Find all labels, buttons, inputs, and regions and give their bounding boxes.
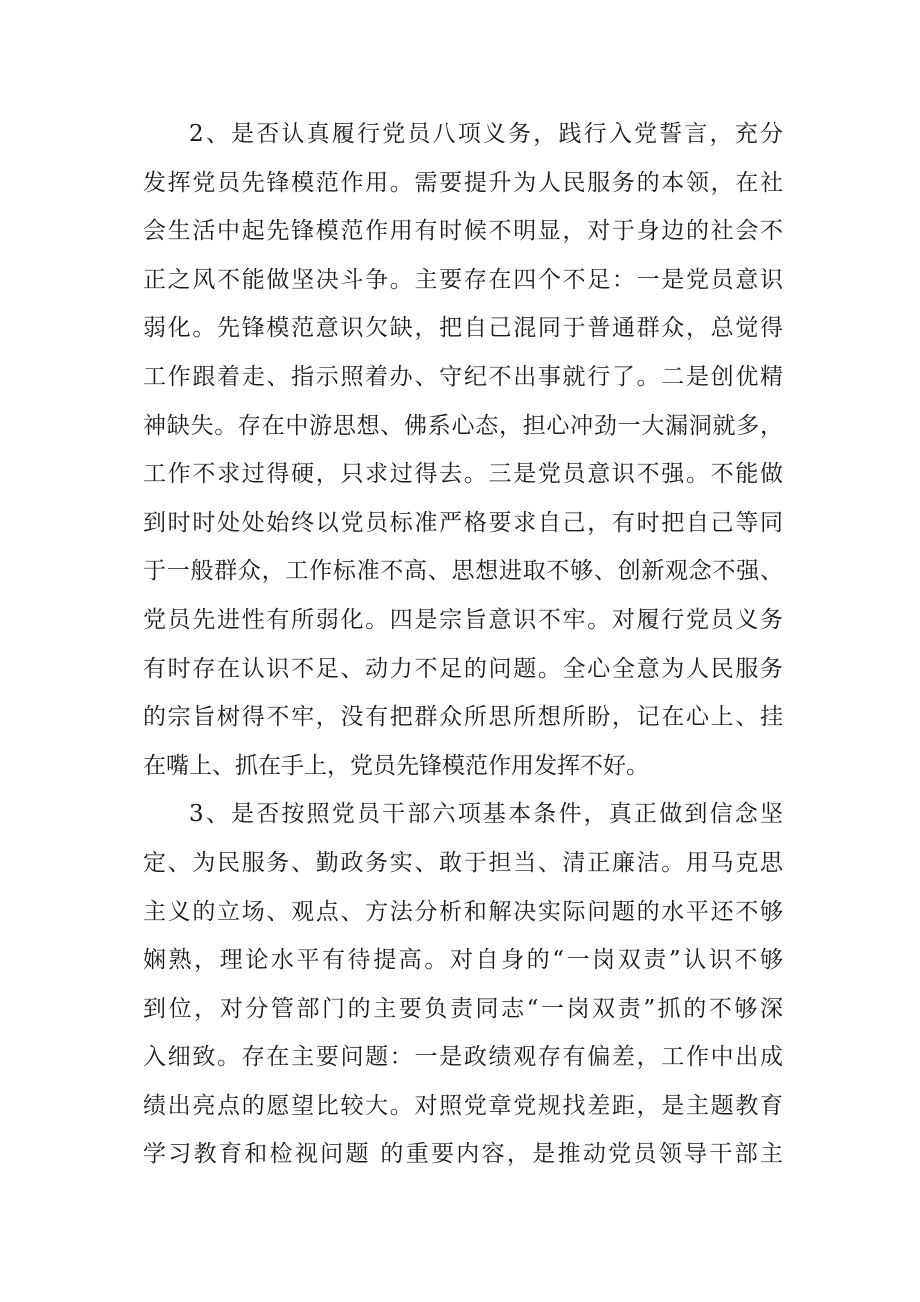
text-line: 党员先进性有所弱化。四是宗旨意识不牢。对履行党员义务	[143, 606, 783, 633]
paragraph-item-2	[143, 110, 783, 790]
text-line: 工作跟着走、指示照着办、守纪不出事就行了。二是创优精	[143, 363, 783, 390]
text-line: 主义的立场、观点、方法分析和解决实际问题的水平还不够	[143, 898, 783, 925]
text-line: 娴熟，理论水平有待提高。对自身的“一岗双责”认识不够	[143, 947, 783, 974]
text-line: 2、是否认真履行党员八项义务，践行入党誓言，充分	[189, 121, 783, 147]
text-line: 工作不求过得硬，只求过得去。三是党员意识不强。不能做	[143, 461, 783, 488]
text-line: 在嘴上、抓在手上，党员先锋模范作用发挥不好。	[143, 752, 649, 779]
text-line: 弱化。先锋模范意识欠缺，把自己混同于普通群众，总觉得	[143, 315, 783, 342]
text-line: 于一般群众，工作标准不高、思想进取不够、创新观念不强、	[143, 558, 783, 585]
text-line: 会生活中起先锋模范作用有时候不明显，对于身边的社会不	[143, 218, 783, 245]
text-line: 正之风不能做坚决斗争。主要存在四个不足：一是党员意识	[143, 266, 783, 293]
text-line: 到时时处处始终以党员标准严格要求自己，有时把自己等同	[143, 509, 783, 536]
text-line: 神缺失。存在中游思想、佛系心态，担心冲劲一大漏洞就多，	[143, 412, 783, 439]
text-line: 的宗旨树得不牢，没有把群众所思所想所盼，记在心上、挂	[143, 704, 783, 731]
text-line: 定、为民服务、勤政务实、敢于担当、清正廉洁。用马克思	[143, 849, 783, 876]
text-line: 到位，对分管部门的主要负责同志“一岗双责”抓的不够深	[143, 995, 783, 1022]
text-line: 学习教育和检视问题 的重要内容，是推动党员领导干部主	[143, 1141, 783, 1168]
text-line: 绩出亮点的愿望比较大。对照党章党规找差距，是主题教育	[143, 1092, 783, 1119]
paragraph-item-3	[143, 790, 783, 1179]
text-line: 3、是否按照党员干部六项基本条件，真正做到信念坚	[189, 801, 783, 828]
document-body	[143, 110, 783, 1179]
text-line: 有时存在认识不足、动力不足的问题。全心全意为人民服务	[143, 655, 783, 682]
text-line: 入细致。存在主要问题：一是政绩观存有偏差，工作中出成	[143, 1044, 783, 1071]
text-line: 发挥党员先锋模范作用。需要提升为人民服务的本领，在社	[143, 169, 783, 196]
